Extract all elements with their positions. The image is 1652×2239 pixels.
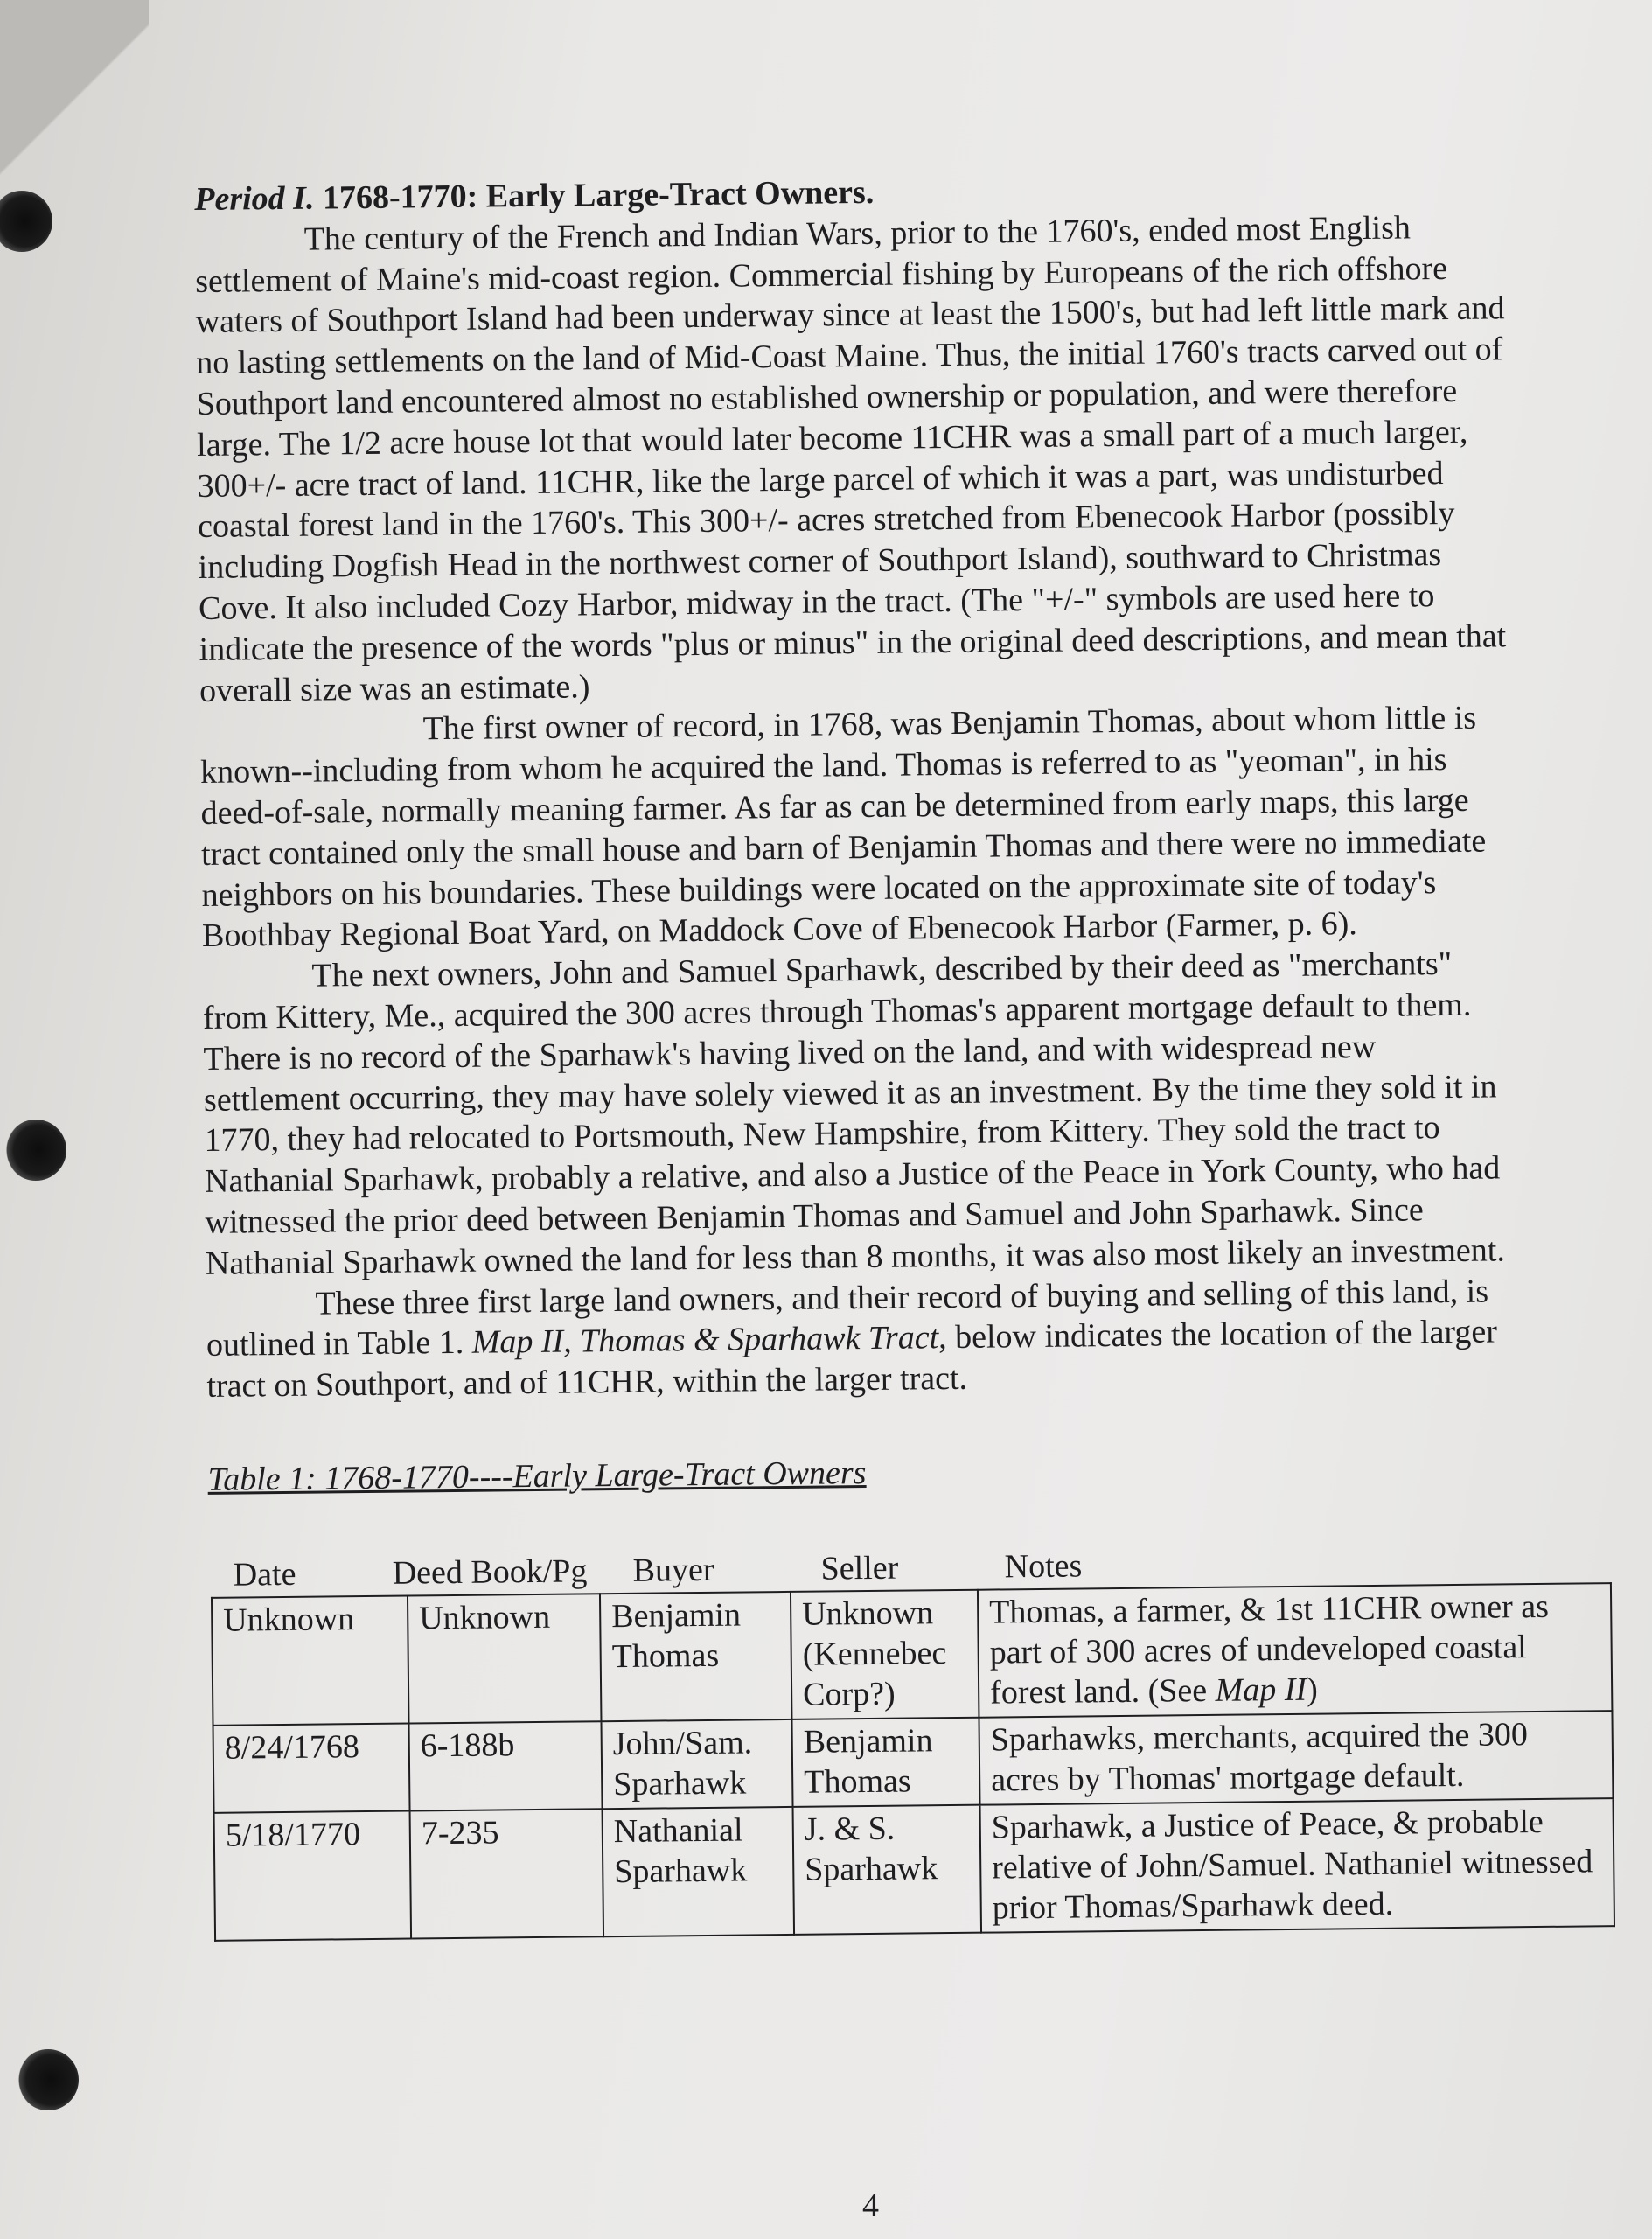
map-reference: Map II, Thomas & Sparhawk Tract	[471, 1319, 939, 1362]
cell-buyer: Benjamin Thomas	[600, 1592, 792, 1721]
column-header-date: Date	[233, 1555, 296, 1594]
cell-buyer: John/Sam. Sparhawk	[601, 1719, 792, 1809]
column-header-deed-book: Deed Book/Pg	[392, 1552, 588, 1592]
paragraph-text: These three first large land owners, and their record of buying and selling of this land, is outlined in Table 1.	[206, 1273, 1489, 1364]
cell-seller: Unknown (Kennebec Corp?)	[791, 1589, 979, 1719]
cell-notes: Sparhawks, merchants, acquired the 300 acres by Thomas' mortgage default.	[979, 1711, 1613, 1805]
cell-buyer: Nathanial Sparhawk	[603, 1807, 795, 1936]
document-body	[194, 165, 1593, 1941]
paragraph: The next owners, John and Samuel Sparhawk, described by their deed as "merchants" from Kittery, Me., acquired the 300 acres through Thomas's apparent mortgage default to them. There is no record of the Sparhawk's having lived on the land, and with widespread new settlement occurring, they may have solely viewed it as an investment. By the time they sold it in 1770, they had relocated to Portsmouth, New Hampshire, from Kittery. They sold the tract to Nathanial Sparhawk, probably a relative, and also a Justice of the Peace in York County, who had witnessed the prior deed between Benjamin Thomas and Samuel and John Sparhawk. Since Nathanial Sparhawk owned the land for less than 8 months, it was also most likely an investment.	[202, 945, 1506, 1282]
cell-date: 8/24/1768	[213, 1723, 410, 1812]
table-row	[214, 1798, 1614, 1941]
page-fold-shadow	[0, 0, 149, 210]
binder-hole	[5, 1120, 66, 1181]
column-header-notes: Notes	[1004, 1547, 1083, 1586]
cell-date: Unknown	[212, 1595, 409, 1725]
section-title: 1768-1770: Early Large-Tract Owners.	[322, 173, 875, 217]
cell-deed: 7-235	[410, 1809, 604, 1938]
cell-date: 5/18/1770	[214, 1810, 412, 1940]
paragraph: The century of the French and Indian Wars, prior to the 1760's, ended most English settlement of Maine's mid-coast region. Commercial fishing by Europeans of the rich offshore waters of Southport Island had been underway since at least the 1500's, but had left little mark and no lasting settlements on the land of Mid-Coast Maine. Thus, the initial 1760's tracts carved out of Southport land encountered almost no established ownership or population, and were therefore large. The 1/2 acre house lot that would later become 11CHR was a small part of a much larger, 300+/- acre tract of land. 11CHR, like the large parcel of which it was a part, was undisturbed coastal forest land in the 1760's. This 300+/- acres stretched from Ebenecook Harbor (possibly including Dogfish Head in the northwest corner of Southport Island), southward to Christmas Cove. It also included Cozy Harbor, midway in the tract. (The "+/-" symbols are used here to indicate the presence of the words "plus or minus" in the original deed descriptions, and mean that overall size was an estimate.)	[195, 209, 1507, 709]
notes-text: )	[1306, 1671, 1318, 1708]
paragraph-text: , below indicates the location of the larger tract on Southport, and of 11CHR, within the larger tract.	[206, 1313, 1498, 1405]
column-header-seller: Seller	[820, 1549, 899, 1587]
cell-seller: J. & S. Sparhawk	[793, 1804, 982, 1934]
cell-seller: Benjamin Thomas	[791, 1717, 979, 1806]
table-row	[212, 1583, 1612, 1726]
cell-deed: 6-188b	[408, 1721, 602, 1810]
map-reference: Map II	[1215, 1671, 1307, 1709]
paragraph: The first owner of record, in 1768, was Benjamin Thomas, about whom little is known--including from whom he acquired the land. Thomas is referred to as "yeoman", in his deed-of-sale, normally meaning farmer. As far as can be determined from early maps, this large tract contained only the small house and barn of Benjamin Thomas and there were no immediate neighbors on his boundaries. These buildings were located on the approximate site of today's Boothbay Regional Boat Yard, on Maddock Cove of Ebenecook Harbor (Farmer, p. 6).	[199, 700, 1487, 955]
binder-hole	[17, 2049, 79, 2110]
cell-notes	[978, 1583, 1612, 1718]
cell-notes: Sparhawk, a Justice of Peace, & probable relative of John/Samuel. Nathaniel witnessed prior Thomas/Sparhawk deed.	[980, 1798, 1614, 1933]
cell-deed: Unknown	[408, 1594, 602, 1723]
notes-text: Thomas, a farmer, & 1st 11CHR owner as part of 300 acres of undeveloped coastal forest land. (See	[988, 1587, 1550, 1712]
owners-table	[211, 1582, 1615, 1942]
column-header-buyer: Buyer	[632, 1551, 714, 1589]
paragraph	[206, 1271, 1518, 1407]
table-row	[213, 1711, 1614, 1813]
page-number: 4	[862, 2187, 879, 2224]
table-caption: Table 1: 1768-1770----Early Large-Tract Owners	[207, 1454, 867, 1498]
section-period: Period I.	[194, 179, 315, 218]
